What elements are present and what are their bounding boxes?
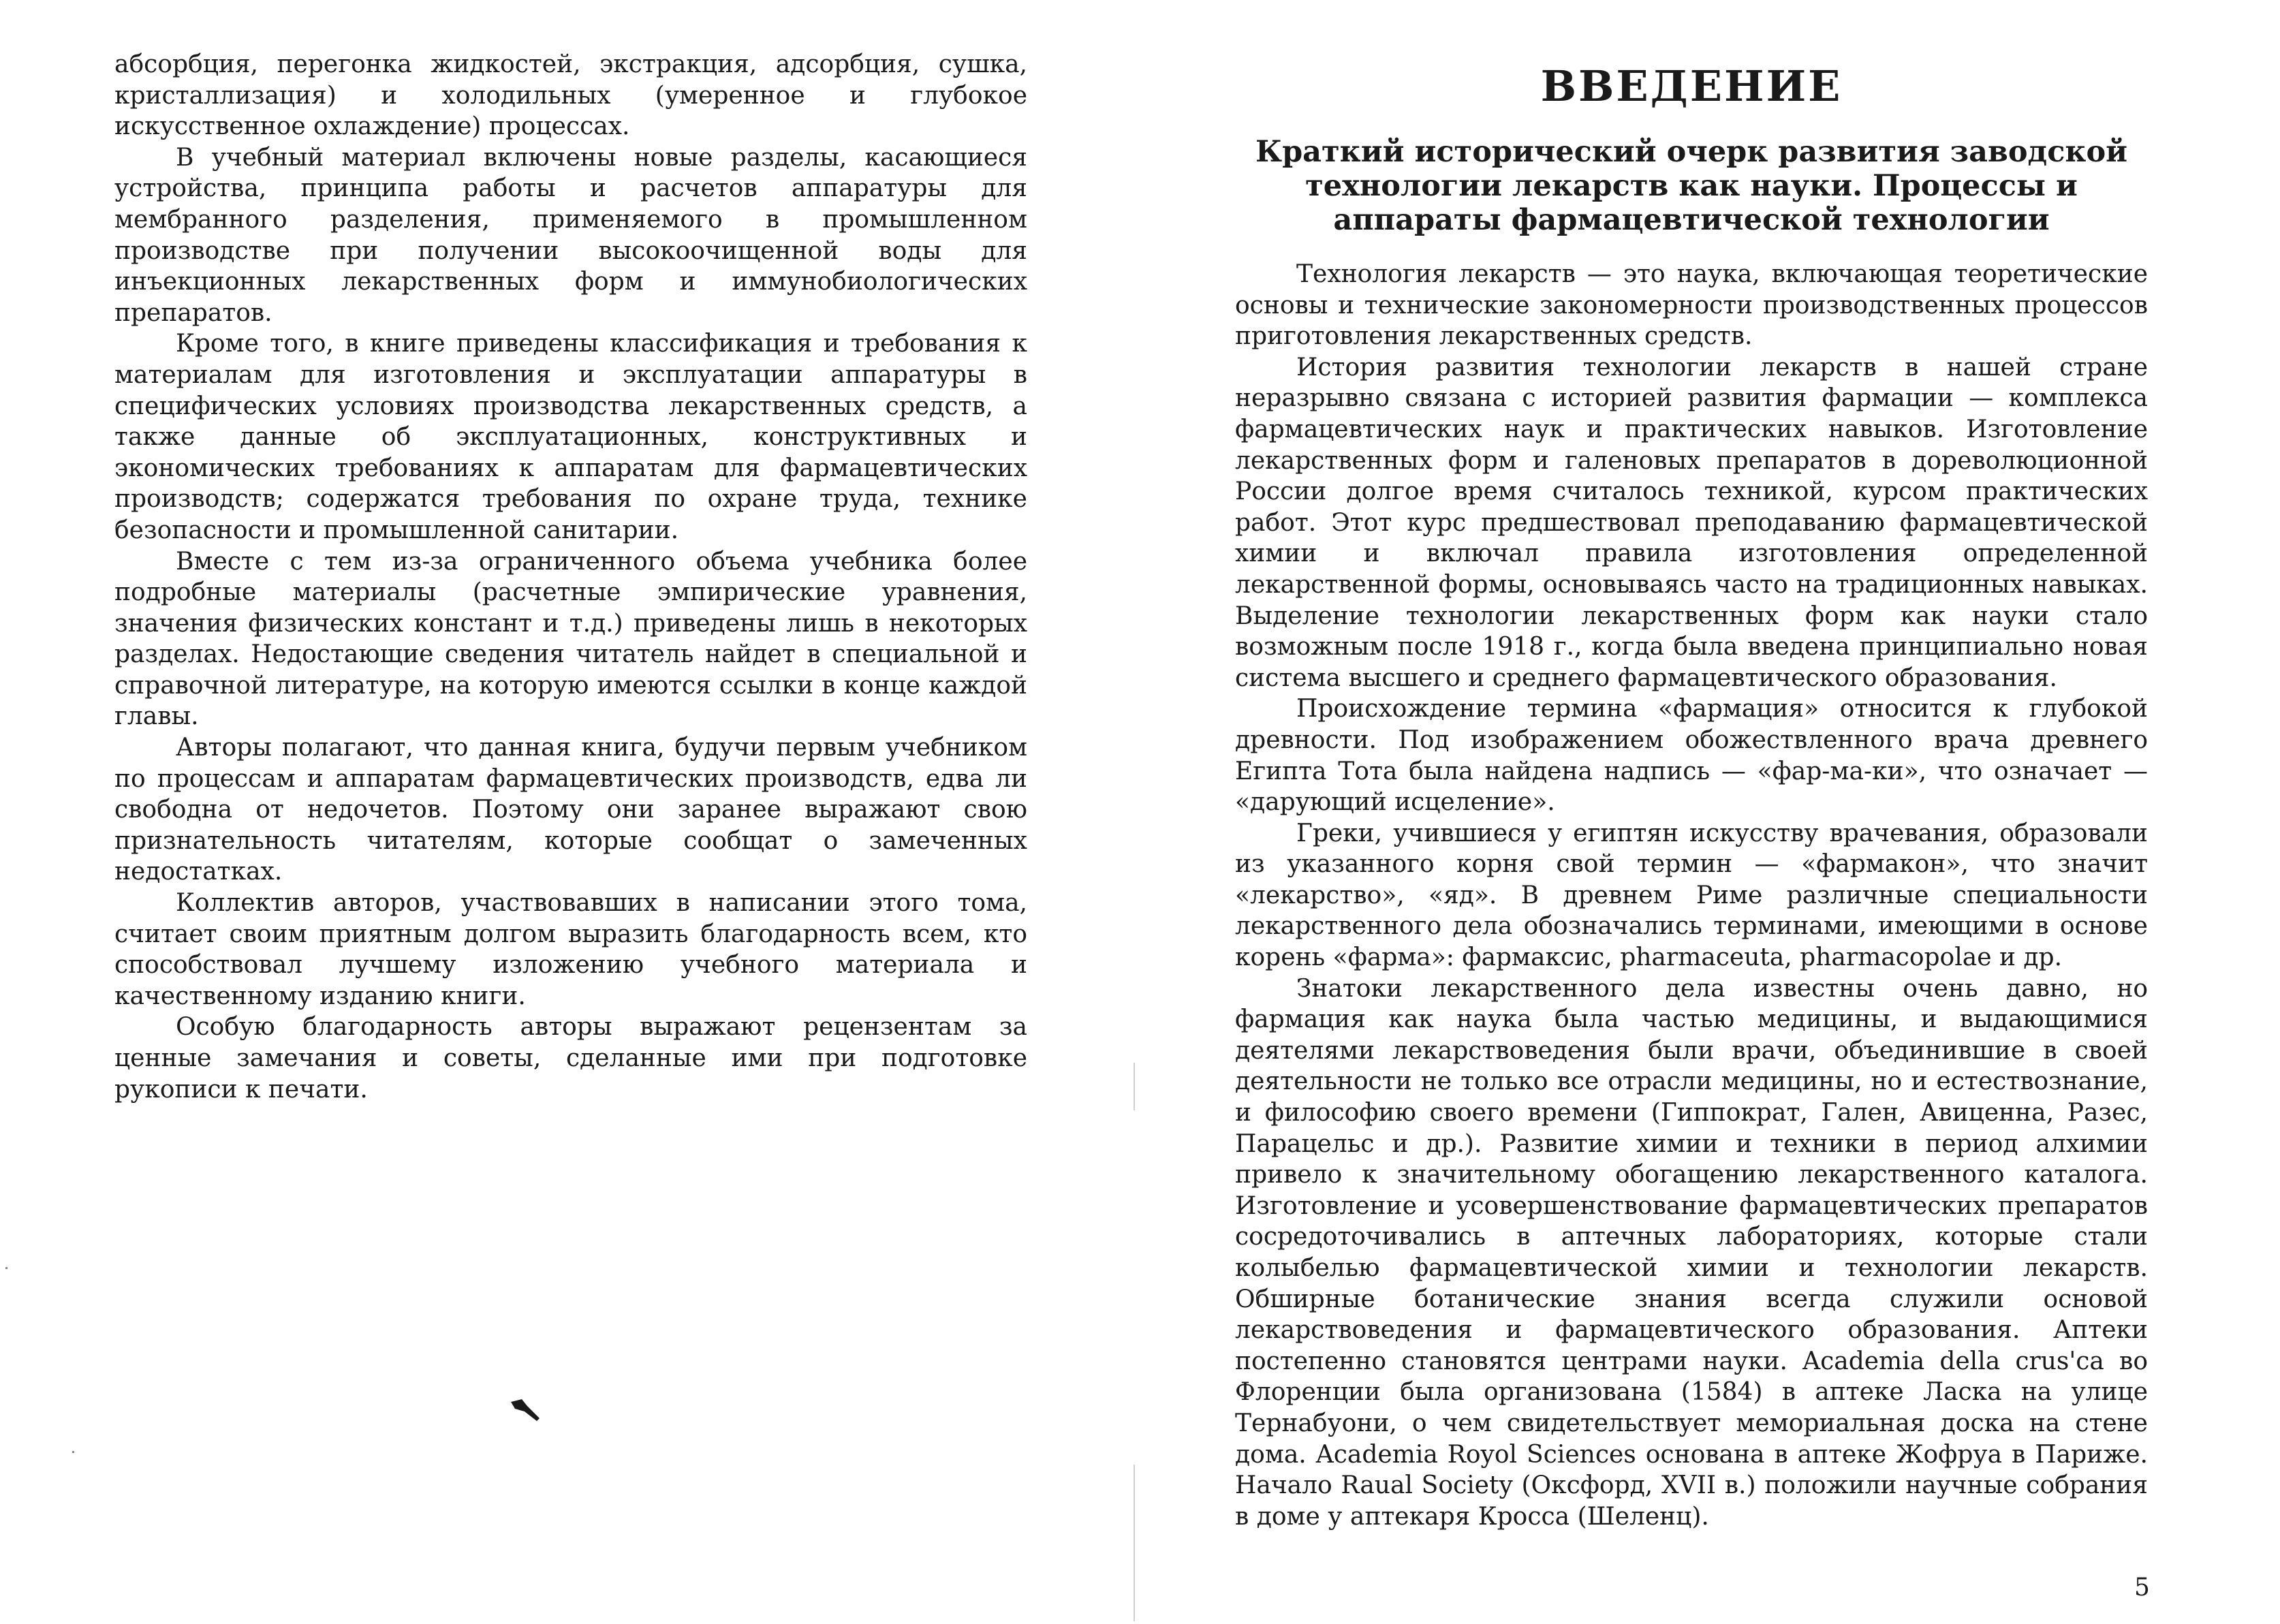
right-text-column: [1235, 259, 2148, 1532]
ink-blot-mark: [510, 1398, 541, 1422]
right-page: [1140, 0, 2280, 1624]
paragraph: Авторы полагают, что данная книга, будучи первым учебником по процессам и аппаратам фармацевтических производств, едва ли свободна от недочетов. Поэтому они заранее выражают свою признательность читателям, которые сообщат о замеченных недостатках.: [114, 734, 1027, 886]
gutter-mark: [1134, 1465, 1135, 1621]
gutter-mark: [1134, 1063, 1135, 1110]
chapter-title: ВВЕДЕНИЕ: [1540, 61, 1843, 111]
paragraph: Особую благодарность авторы выражают рецензентам за ценные замечания и советы, сделанные ими при подготовке рукописи к печати.: [114, 1013, 1027, 1104]
paragraph: абсорбция, перегонка жидкостей, экстракция, адсорбция, сушка, кристаллизация) и холодильных (умеренное и глубокое искусственное охлаждение) процессах.: [114, 50, 1027, 141]
paragraph: В учебный материал включены новые разделы, касающиеся устройства, принципа работы и расчетов аппаратуры для мембранного разделения, применяемого в промышленном производстве при получении высокоочищенной воды для инъекционных лекарственных форм и иммунобиологических препаратов.: [114, 143, 1027, 327]
subtitle-line: аппараты фармацевтической технологии: [1333, 203, 2050, 237]
paragraph: Вместе с тем из-за ограниченного объема учебника более подробные материалы (расчетные эмпирические уравнения, значения физических констант и т.д.) приведены лишь в некоторых разделах. Недостающие сведения читатель найдет в специальной и справочной литературе, на которую имеются ссылки в конце каждой главы.: [114, 547, 1027, 731]
subtitle-line: Краткий исторический очерк развития заводской: [1255, 135, 2128, 169]
section-subtitle: [1235, 135, 2148, 237]
left-text-column: [114, 49, 1027, 1105]
paragraph: Происхождение термина «фармация» относится к глубокой древности. Под изображением обожествленного врача древнего Египта Тота была найдена надпись — «фар-ма-ки», что означает — «дарующий исцеление».: [1235, 695, 2148, 817]
paragraph: Знатоки лекарственного дела известны очень давно, но фармация как наука была частью медицины, и выдающимися деятелями лекарствоведения были врачи, объединившие в своей деятельности не только все отрасли медицины, но и естествознание, и философию своего времени (Гиппократ, Гален, Авиценна, Разес, Парацельс и др.). Развитие химии и техники в период алхимии привело к значительному обогащению лекарственного каталога. Изготовление и усовершенствование фармацевтических препаратов сосредоточивались в аптечных лабораториях, которые стали колыбелью фармацевтической химии и технологии лекарств. Обширные ботанические знания всегда служили основой лекарствоведения и фармацевтического образования. Аптеки постепенно становятся центрами науки. Academia della crus'ca во Флоренции была организована (1584) в аптеке Ласка на улице Тернабуони, о чем свидетельствует мемориальная доска на стене дома. Academia Royol Sciences основана в аптеке Жофруа в Париже. Начало Raual Society (Оксфорд, XVII в.) положили научные собрания в доме у аптекаря Кросса (Шеленц).: [1235, 974, 2148, 1531]
paragraph: Греки, учившиеся у египтян искусству врачевания, образовали из указанного корня свой термин — «фармакон», что значит «лекарство», «яд». В древнем Риме различные специальности лекарственного дела обозначались терминами, имеющими в основе корень «фарма»: фармаксис, pharmaceuta, pharmacopolae и др.: [1235, 819, 2148, 972]
page-number: 5: [2134, 1574, 2150, 1602]
paragraph: Технология лекарств — это наука, включающая теоретические основы и технические закономерности производственных процессов приготовления лекарственных средств.: [1235, 260, 2148, 351]
scan-speck: [72, 1451, 74, 1453]
subtitle-line: технологии лекарств как науки. Процессы и: [1305, 169, 2078, 203]
paragraph: Кроме того, в книге приведены классификация и требования к материалам для изготовления и эксплуатации аппаратуры в специфических условиях производства лекарственных средств, а также данные об эксплуатационных, конструктивных и экономических требованиях к аппаратам для фармацевтических производств; содержатся требования по охране труда, технике безопасности и промышленной санитарии.: [114, 330, 1027, 544]
paragraph: Коллектив авторов, участвовавших в написании этого тома, считает своим приятным долгом выразить благодарность всем, кто способствовал лучшему изложению учебного материала и качественному изданию книги.: [114, 889, 1027, 1010]
paragraph: История развития технологии лекарств в нашей стране неразрывно связана с историей развития фармации — комплекса фармацевтических наук и практических навыков. Изготовление лекарственных форм и галеновых препаратов в дореволюционной России долгое время считалось техникой, курсом практических работ. Этот курс предшествовал преподаванию фармацевтической химии и включал правила изготовления определенной лекарственной формы, основываясь часто на традиционных навыках. Выделение технологии лекарственных форм как науки стало возможным после 1918 г., когда была введена принципиально новая система высшего и среднего фармацевтического образования.: [1235, 353, 2148, 692]
scan-speck: [5, 1267, 7, 1269]
